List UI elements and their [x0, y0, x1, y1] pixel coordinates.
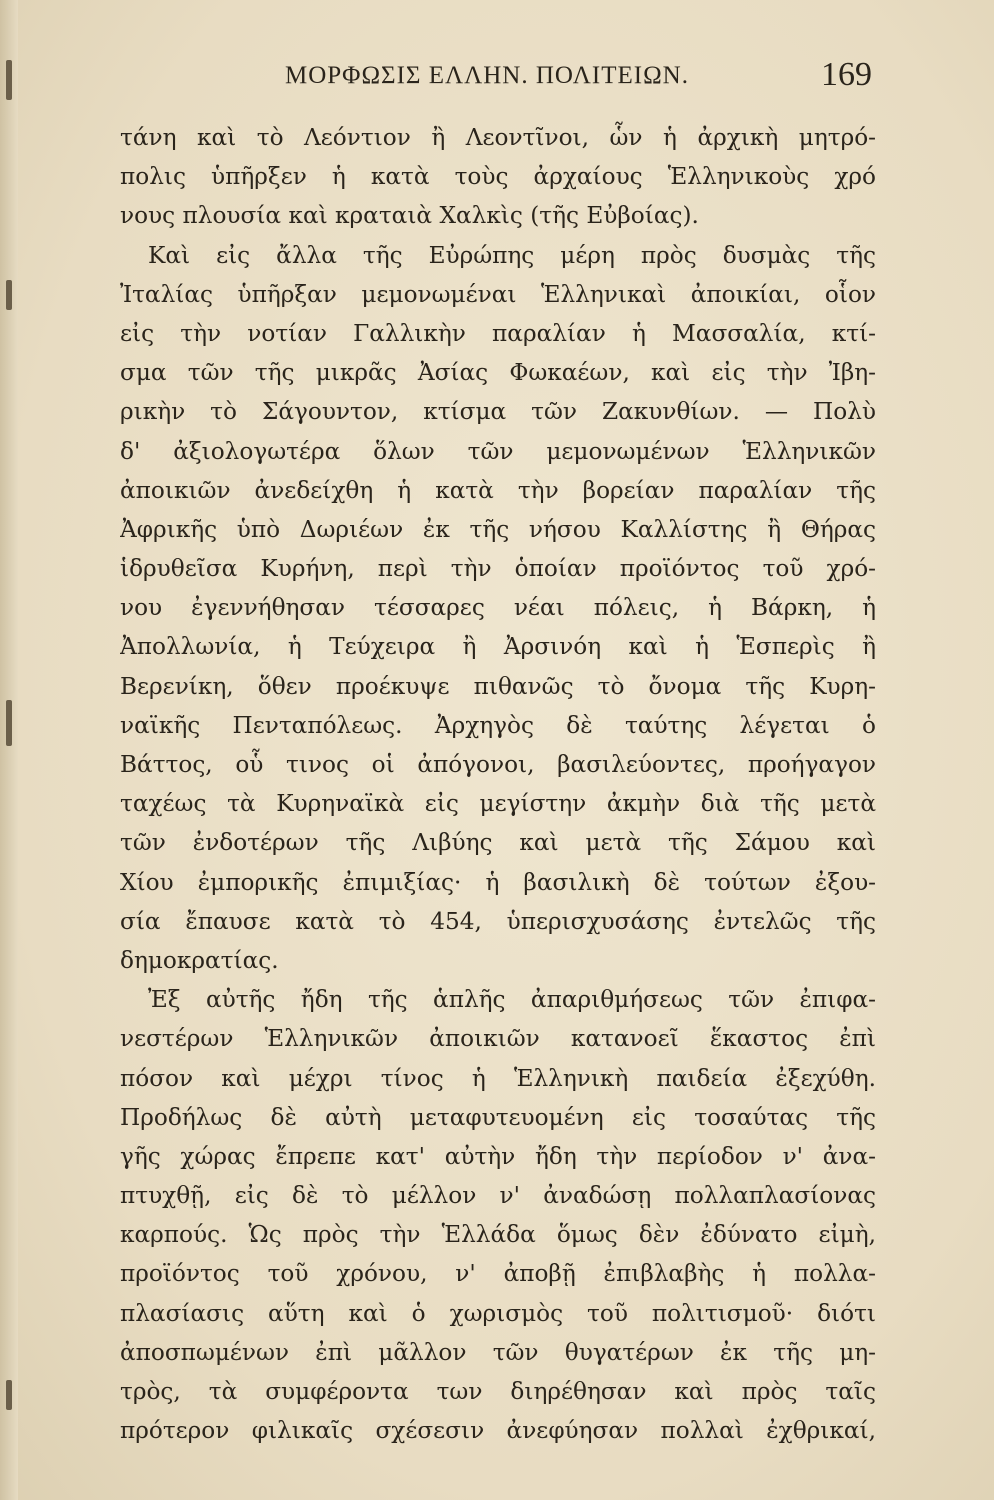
text-line: Χίου ἐμπορικῆς ἐπιμιξίας· ἡ βασιλικὴ δὲ τούτων ἐξου-: [120, 868, 876, 896]
text-line: τρὸς, τὰ συμφέροντα των διηρέθησαν καὶ πρὸς ταῖς: [120, 1378, 876, 1405]
text-line: Ἀπολλωνία, ἡ Τεύχειρα ἢ Ἀρσινόη καὶ ἡ Ἑσπερὶς ἢ: [120, 633, 876, 661]
page-number: 169: [821, 56, 872, 93]
text-line: πλασίασις αὕτη καὶ ὁ χωρισμὸς τοῦ πολιτισμοῦ· διότι: [120, 1299, 876, 1327]
text-line: καρπούς. Ὡς πρὸς τὴν Ἑλλάδα ὅμως δὲν ἐδύνατο εἰμὴ,: [120, 1221, 876, 1249]
text-line: τῶν ἐνδοτέρων τῆς Λιβύης καὶ μετὰ τῆς Σάμου καὶ: [120, 829, 876, 857]
text-line: ἱδρυθεῖσα Κυρήνη, περὶ τὴν ὁποίαν προϊόντος τοῦ χρό-: [120, 555, 876, 583]
text-line: δ' ἀξιολογωτέρα ὅλων τῶν μεμονωμένων Ἑλληνικῶν: [120, 437, 876, 465]
text-line: εἰς τὴν νοτίαν Γαλλικὴν παραλίαν ἡ Μασσαλία, κτί-: [120, 319, 876, 347]
text-line: τάνη καὶ τὸ Λεόντιον ἢ Λεοντῖνοι, ὧν ἡ ἀρχικὴ μητρό-: [120, 124, 876, 151]
text-line: νους πλουσία καὶ κραταιὰ Χαλκὶς (τῆς Εὐβοίας).: [120, 202, 699, 230]
text-line: ταχέως τὰ Κυρηναϊκὰ εἰς μεγίστην ἀκμὴν διὰ τῆς μετὰ: [120, 790, 876, 818]
margin-mark: [6, 280, 12, 310]
text-line: γῆς χώρας ἔπρεπε κατ' αὐτὴν ἤδη τὴν περίοδον ν' ἀνα-: [120, 1142, 876, 1170]
binding-edge: [0, 0, 18, 1500]
text-line: σία ἔπαυσε κατὰ τὸ 454, ὑπερισχυσάσης ἐντελῶς τῆς: [120, 907, 876, 935]
running-title: ΜΟΡΦΩΣΙΣ ΕΛΛΗΝ. ΠΟΛΙΤΕΙΩΝ.: [285, 62, 689, 89]
text-line: προϊόντος τοῦ χρόνου, ν' ἀποβῇ ἐπιβλαβὴς ἡ πολλα-: [120, 1260, 876, 1288]
margin-mark: [6, 700, 12, 746]
page-header: [120, 56, 880, 100]
text-line: πρότερον φιλικαῖς σχέσεσιν ἀνεφύησαν πολλαὶ ἐχθρικαί,: [120, 1417, 876, 1445]
text-line: Βερενίκη, ὅθεν προέκυψε πιθανῶς τὸ ὄνομα τῆς Κυρη-: [120, 672, 876, 700]
text-line: Ἐξ αὐτῆς ἤδη τῆς ἁπλῆς ἀπαριθμήσεως τῶν ἐπιφα-: [148, 986, 876, 1014]
body-text: [120, 118, 876, 1450]
text-line: Ἰταλίας ὑπῆρξαν μεμονωμέναι Ἑλληνικαὶ ἀποικίαι, οἷον: [120, 280, 876, 308]
text-line: ἀποσπωμένων ἐπὶ μᾶλλον τῶν θυγατέρων ἐκ τῆς μη-: [120, 1338, 876, 1366]
text-line: Βάττος, οὗ τινος οἱ ἀπόγονοι, βασιλεύοντες, προήγαγον: [120, 751, 876, 778]
text-line: νεστέρων Ἑλληνικῶν ἀποικιῶν κατανοεῖ ἕκαστος ἐπὶ: [120, 1025, 876, 1053]
text-line: ἀποικιῶν ἀνεδείχθη ἡ κατὰ τὴν βορείαν παραλίαν τῆς: [120, 476, 876, 504]
text-line: πτυχθῇ, εἰς δὲ τὸ μέλλον ν' ἀναδώσῃ πολλαπλασίονας: [120, 1182, 876, 1210]
text-line: Προδήλως δὲ αὐτὴ μεταφυτευομένη εἰς τοσαύτας τῆς: [120, 1103, 876, 1131]
text-line: πόσον καὶ μέχρι τίνος ἡ Ἑλληνικὴ παιδεία ἐξεχύθη.: [120, 1064, 876, 1092]
text-line: νου ἐγεννήθησαν τέσσαρες νέαι πόλεις, ἡ Βάρκη, ἡ: [120, 594, 876, 622]
text-line: Ἀφρικῆς ὑπὸ Δωριέων ἐκ τῆς νήσου Καλλίστης ἢ Θήρας: [120, 515, 876, 543]
text-line: δημοκρατίας.: [120, 946, 279, 974]
margin-mark: [6, 1380, 12, 1410]
text-line: πολις ὑπῆρξεν ἡ κατὰ τοὺς ἀρχαίους Ἑλληνικοὺς χρό: [120, 163, 876, 191]
text-line: ρικὴν τὸ Σάγουντον, κτίσμα τῶν Ζακυνθίων. — Πολὺ: [120, 398, 876, 426]
text-line: σμα τῶν τῆς μικρᾶς Ἀσίας Φωκαέων, καὶ εἰς τὴν Ἰβη-: [120, 359, 876, 387]
text-line: Καὶ εἰς ἄλλα τῆς Εὐρώπης μέρη πρὸς δυσμὰς τῆς: [148, 241, 876, 269]
text-line: ναϊκῆς Πενταπόλεως. Ἀρχηγὸς δὲ ταύτης λέγεται ὁ: [120, 711, 876, 739]
margin-mark: [6, 60, 12, 100]
